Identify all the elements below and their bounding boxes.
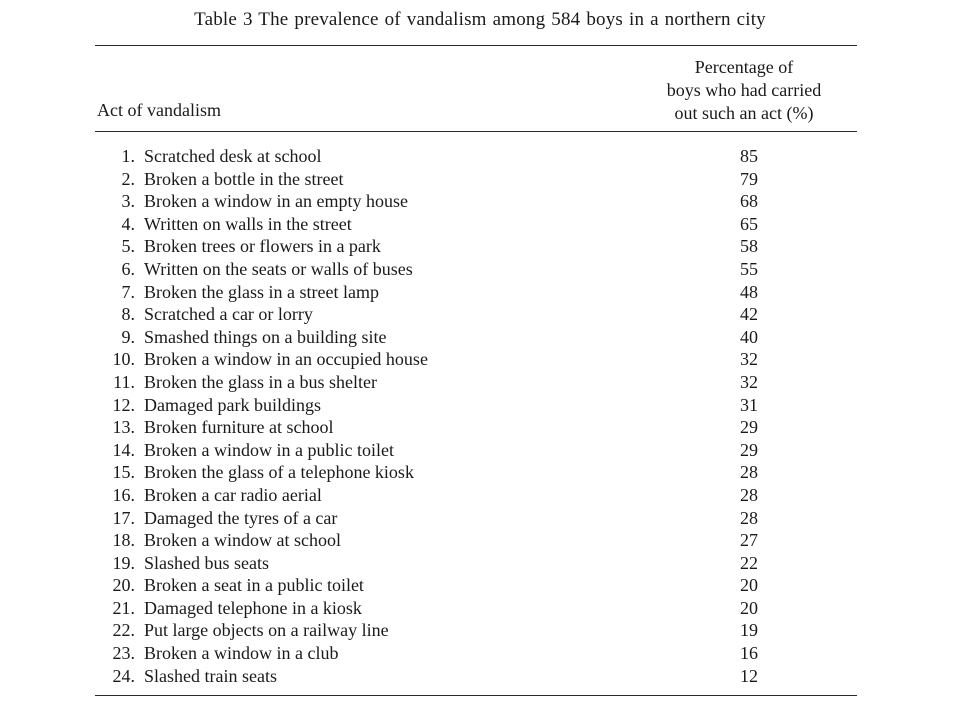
row-percentage: 28	[740, 484, 758, 505]
row-act: Broken furniture at school	[144, 417, 334, 438]
row-act: Broken a car radio aerial	[144, 484, 322, 505]
row-act: Damaged park buildings	[144, 394, 321, 415]
table-row	[0, 371, 960, 394]
table-row	[0, 213, 960, 236]
table-row	[0, 303, 960, 326]
row-percentage: 65	[740, 213, 758, 234]
column-header-act: Act of vandalism	[97, 100, 221, 120]
column-header-percentage-line-2: boys who had carried	[666, 80, 822, 100]
row-act: Broken a window in an occupied house	[144, 349, 428, 370]
table-row	[0, 619, 960, 642]
table-row	[0, 507, 960, 530]
row-act: Damaged the tyres of a car	[144, 507, 338, 528]
row-number: 21.	[112, 597, 135, 618]
row-number: 1.	[121, 146, 135, 166]
table-row	[0, 529, 960, 552]
row-percentage: 28	[740, 462, 758, 483]
table-row	[0, 597, 960, 620]
row-act: Slashed train seats	[144, 665, 277, 686]
row-act: Broken the glass in a street lamp	[144, 281, 379, 302]
table-row	[0, 258, 960, 281]
row-percentage: 58	[740, 236, 758, 257]
table-row	[0, 439, 960, 462]
table-row	[0, 190, 960, 213]
row-percentage: 19	[740, 620, 758, 641]
row-number: 23.	[112, 643, 135, 664]
row-percentage: 28	[740, 507, 758, 528]
row-number: 17.	[112, 507, 135, 528]
row-number: 12.	[112, 394, 135, 415]
table-row	[0, 168, 960, 191]
row-number: 20.	[112, 575, 135, 596]
row-number: 7.	[121, 281, 135, 302]
row-number: 8.	[121, 304, 135, 325]
row-percentage: 85	[740, 146, 758, 166]
row-number: 16.	[112, 484, 135, 505]
row-act: Broken a window in a club	[144, 643, 339, 664]
row-percentage: 31	[740, 394, 758, 415]
row-act: Broken a bottle in the street	[144, 168, 344, 189]
row-act: Broken trees or flowers in a park	[144, 236, 381, 257]
table-row	[0, 665, 960, 688]
row-act: Broken a window in an empty house	[144, 191, 408, 212]
table-row	[0, 642, 960, 665]
row-act: Slashed bus seats	[144, 552, 269, 573]
row-percentage: 55	[740, 258, 758, 279]
row-number: 11.	[113, 371, 135, 392]
table-row	[0, 281, 960, 304]
table-row	[0, 235, 960, 258]
row-number: 22.	[112, 620, 135, 641]
row-percentage: 29	[740, 417, 758, 438]
table-row	[0, 461, 960, 484]
row-percentage: 42	[740, 304, 758, 325]
row-percentage: 79	[740, 168, 758, 189]
row-percentage: 27	[740, 530, 758, 551]
row-percentage: 68	[740, 191, 758, 212]
table-row	[0, 394, 960, 417]
row-act: Written on the seats or walls of buses	[144, 258, 413, 279]
row-percentage: 40	[740, 326, 758, 347]
table-row	[0, 574, 960, 597]
table-row	[0, 552, 960, 575]
row-act: Put large objects on a railway line	[144, 620, 389, 641]
row-percentage: 16	[740, 643, 758, 664]
table-title: Table 3 The prevalence of vandalism among 584 boys in a northern city	[194, 9, 766, 30]
table-row	[0, 326, 960, 349]
row-act: Broken a window at school	[144, 530, 341, 551]
row-number: 15.	[112, 462, 135, 483]
row-percentage: 29	[740, 439, 758, 460]
row-act: Damaged telephone in a kiosk	[144, 597, 362, 618]
row-number: 4.	[121, 213, 135, 234]
row-act: Scratched a car or lorry	[144, 304, 313, 325]
row-number: 19.	[112, 552, 135, 573]
row-number: 18.	[112, 530, 135, 551]
bottom-rule	[95, 695, 857, 696]
row-percentage: 20	[740, 597, 758, 618]
row-percentage: 22	[740, 552, 758, 573]
row-number: 13.	[112, 417, 135, 438]
column-header-percentage-line-3: out such an act (%)	[674, 103, 814, 123]
row-number: 5.	[121, 236, 135, 257]
row-act: Scratched desk at school	[144, 146, 322, 166]
header-rule	[95, 131, 857, 132]
table-row	[0, 348, 960, 371]
row-number: 10.	[112, 349, 135, 370]
row-number: 2.	[121, 168, 135, 189]
column-header-percentage-line-1: Percentage of	[694, 57, 794, 77]
top-rule	[95, 45, 857, 46]
row-number: 3.	[121, 191, 135, 212]
row-act: Broken the glass of a telephone kiosk	[144, 462, 414, 483]
row-percentage: 20	[740, 575, 758, 596]
table-row	[0, 484, 960, 507]
row-number: 6.	[121, 258, 135, 279]
table-row	[0, 145, 960, 168]
row-act: Broken the glass in a bus shelter	[144, 371, 377, 392]
column-header-percentage	[620, 56, 868, 125]
row-act: Smashed things on a building site	[144, 326, 387, 347]
row-number: 14.	[112, 439, 135, 460]
row-act: Written on walls in the street	[144, 213, 352, 234]
row-percentage: 32	[740, 349, 758, 370]
table-row	[0, 416, 960, 439]
row-act: Broken a seat in a public toilet	[144, 575, 364, 596]
row-number: 24.	[112, 665, 135, 686]
row-percentage: 12	[740, 665, 758, 686]
row-percentage: 48	[740, 281, 758, 302]
row-percentage: 32	[740, 371, 758, 392]
row-act: Broken a window in a public toilet	[144, 439, 394, 460]
row-number: 9.	[121, 326, 135, 347]
table-body	[0, 145, 960, 687]
